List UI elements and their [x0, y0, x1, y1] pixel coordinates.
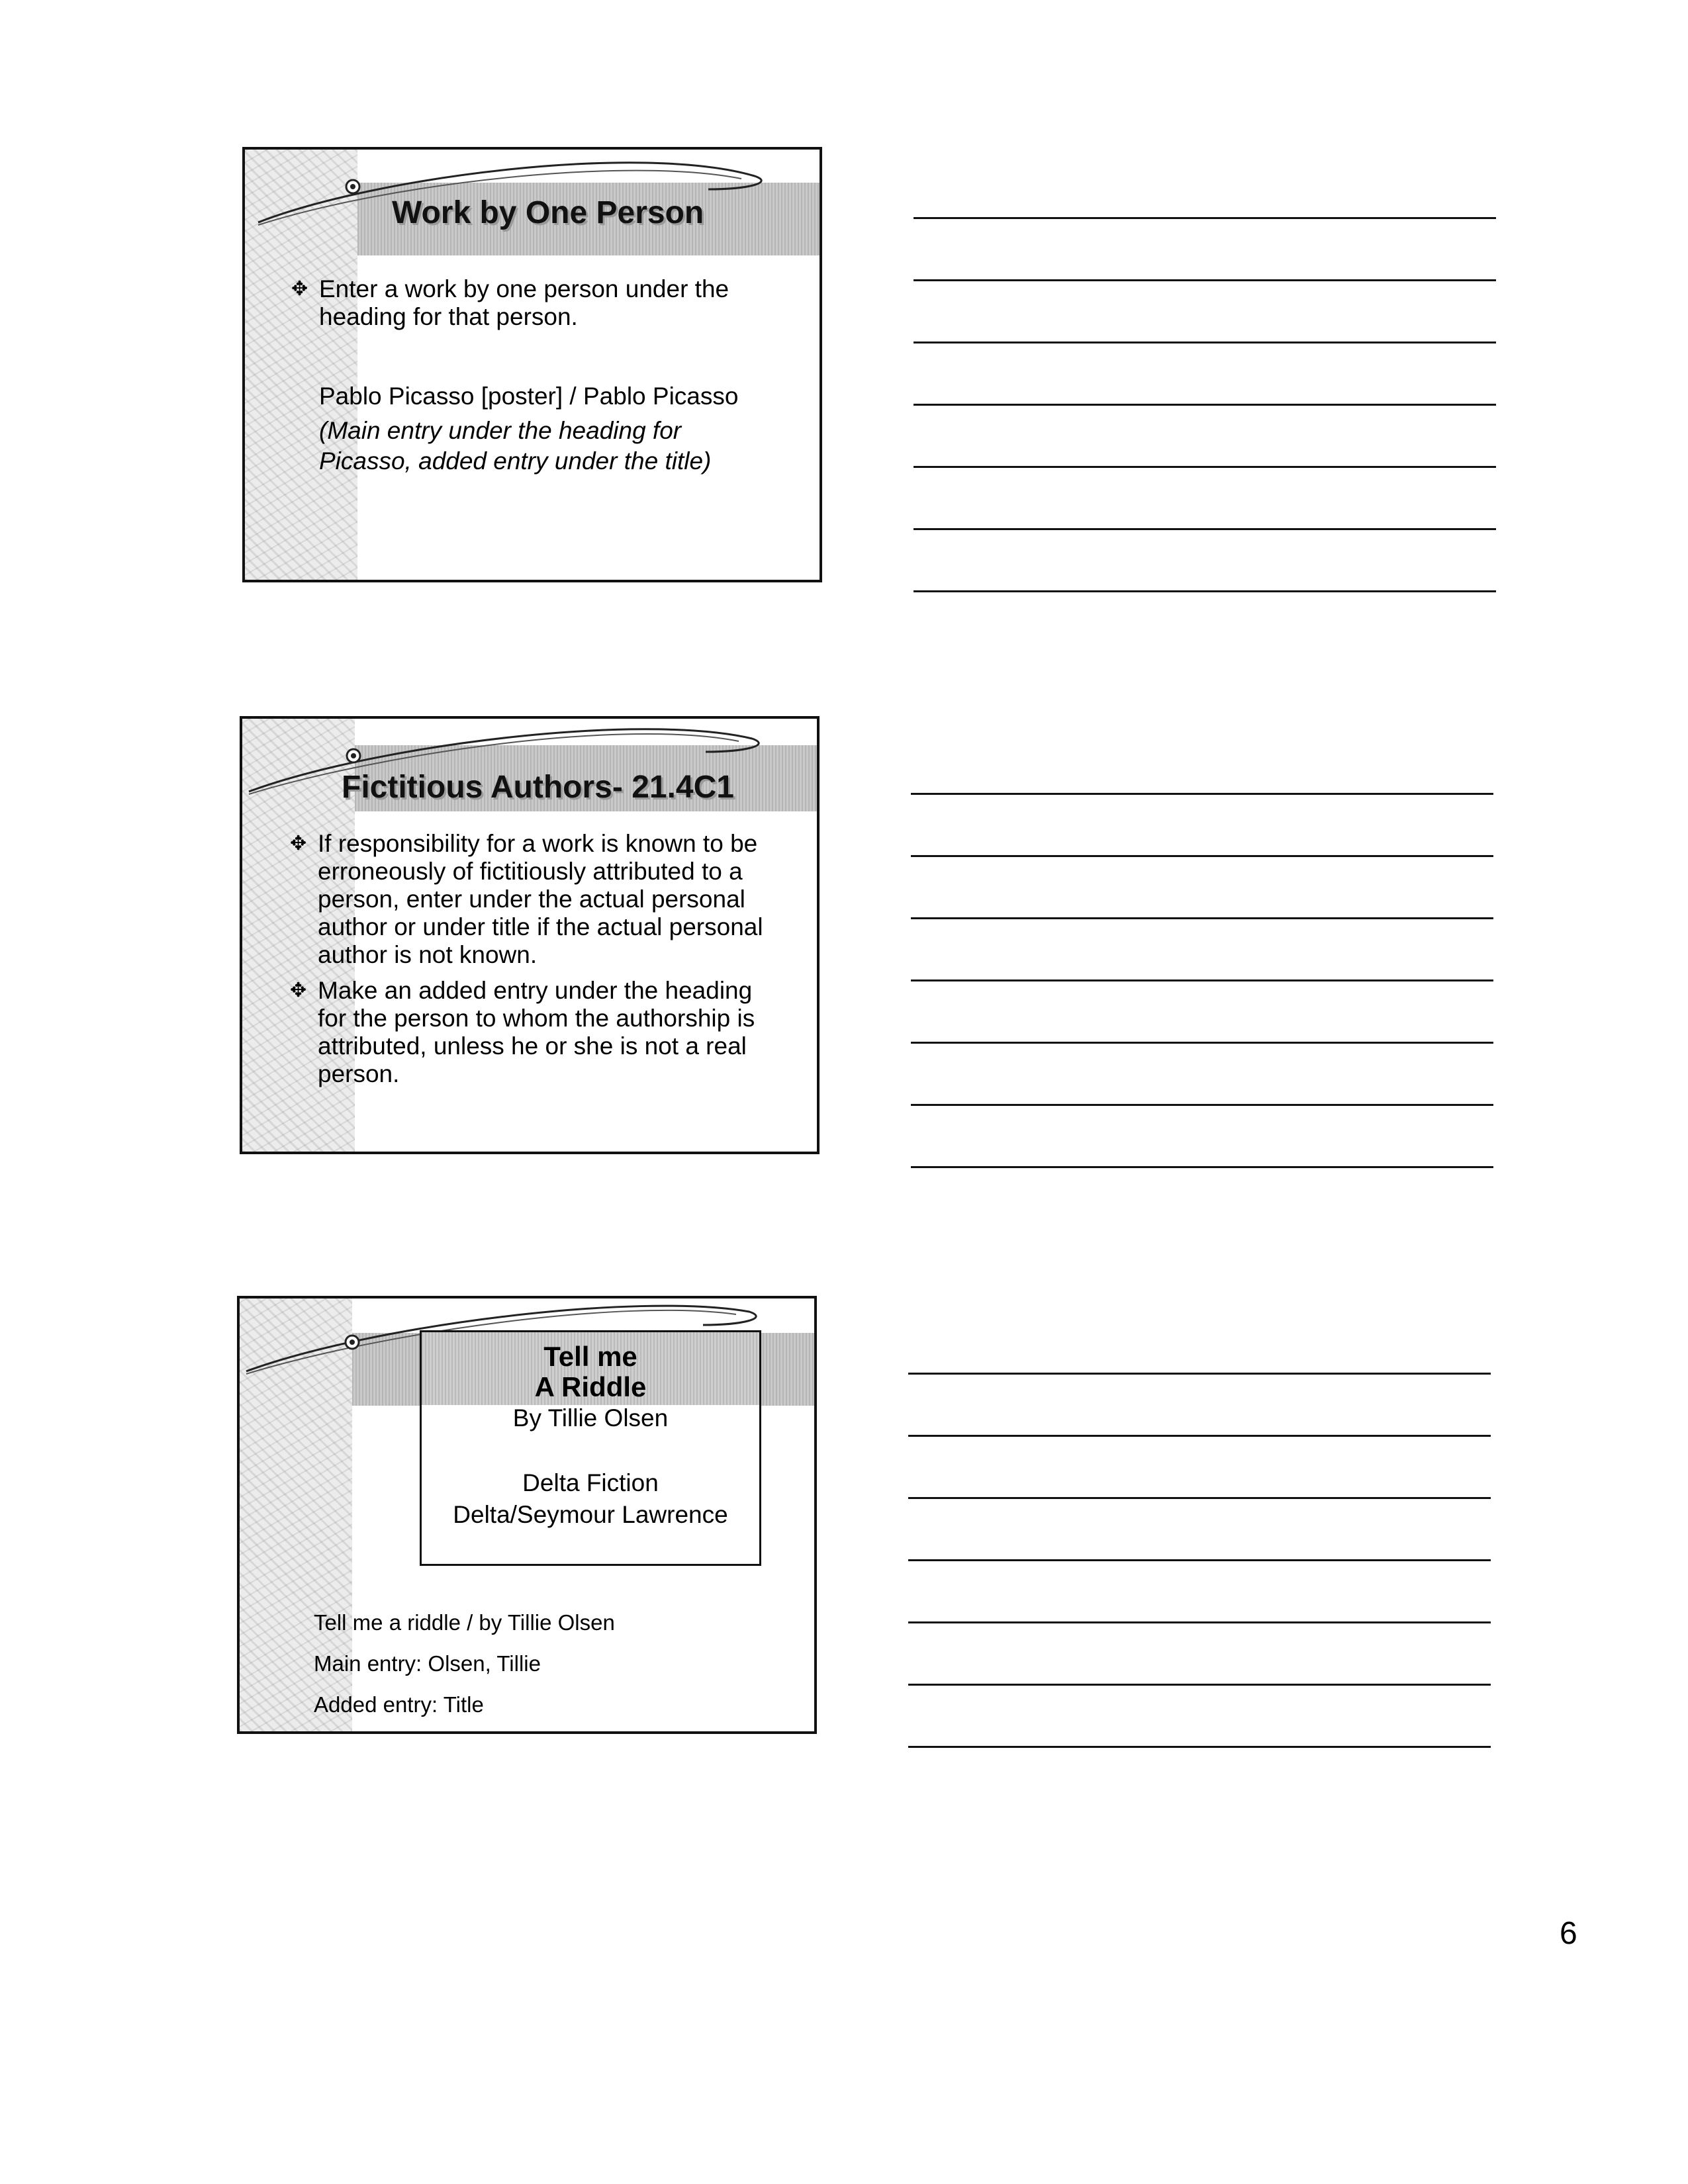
slide-tell-me-a-riddle: [237, 1296, 817, 1734]
bullet-icon: ✥: [291, 278, 308, 300]
note-line: [911, 1104, 1493, 1106]
note-line: [914, 341, 1496, 343]
note-line: [911, 793, 1493, 795]
note-line: [911, 1042, 1493, 1044]
note-line: [914, 217, 1496, 219]
note-line: [914, 590, 1496, 592]
card-title-line-1: Tell me: [543, 1341, 637, 1372]
card-author: By Tillie Olsen: [512, 1404, 669, 1432]
bullet-text: Enter a work by one person under the heading for that person.: [319, 275, 729, 330]
slide-fictitious-authors: [240, 716, 820, 1154]
catalog-entry-title: Tell me a riddle / by Tillie Olsen: [314, 1610, 615, 1635]
catalog-entry-main: Main entry: Olsen, Tillie: [314, 1651, 541, 1676]
bullet-icon: ✥: [290, 833, 307, 854]
bullet-icon: ✥: [290, 979, 307, 1001]
note-line: [911, 979, 1493, 981]
note-line: [908, 1497, 1491, 1499]
example-entry: Pablo Picasso [poster] / Pablo Picasso: [319, 383, 739, 410]
slide-work-by-one-person: [242, 147, 822, 582]
title-page-card: [420, 1330, 761, 1566]
note-line: [908, 1373, 1491, 1375]
note-line: [911, 1166, 1493, 1168]
bullet-item: [290, 830, 767, 969]
entry-note: (Main entry under the heading for Picasso, added entry under the title): [319, 417, 712, 475]
card-publisher-line-2: Delta/Seymour Lawrence: [453, 1501, 728, 1528]
note-line: [914, 528, 1496, 530]
note-line: [914, 279, 1496, 281]
note-line: [908, 1684, 1491, 1686]
note-line: [908, 1746, 1491, 1748]
slide-bullets: [290, 830, 767, 1088]
note-line: [911, 855, 1493, 857]
bullet-item: [291, 275, 768, 331]
slide-title: Work by One Person: [392, 195, 704, 230]
note-line: [908, 1435, 1491, 1437]
slide-title: Fictitious Authors- 21.4C1: [342, 770, 734, 805]
card-title-line-2: A Riddle: [534, 1371, 647, 1402]
bullet-text: Make an added entry under the heading for the person to whom the authorship is attributed, unless he or she is not a real person.: [318, 977, 755, 1087]
slide-bullets: [291, 275, 768, 331]
bullet-item: [290, 977, 767, 1088]
note-line: [914, 404, 1496, 406]
note-line: [908, 1559, 1491, 1561]
note-line: [914, 466, 1496, 468]
catalog-entry-added: Added entry: Title: [314, 1692, 484, 1717]
card-publisher-line-1: Delta Fiction: [522, 1469, 659, 1496]
bullet-text: If responsibility for a work is known to be erroneously of fictitiously attributed to a person, enter under the actual personal author or under title if the actual personal author is not known.: [318, 830, 763, 968]
page-number: 6: [1560, 1916, 1577, 1951]
note-line: [911, 917, 1493, 919]
note-line: [908, 1621, 1491, 1623]
